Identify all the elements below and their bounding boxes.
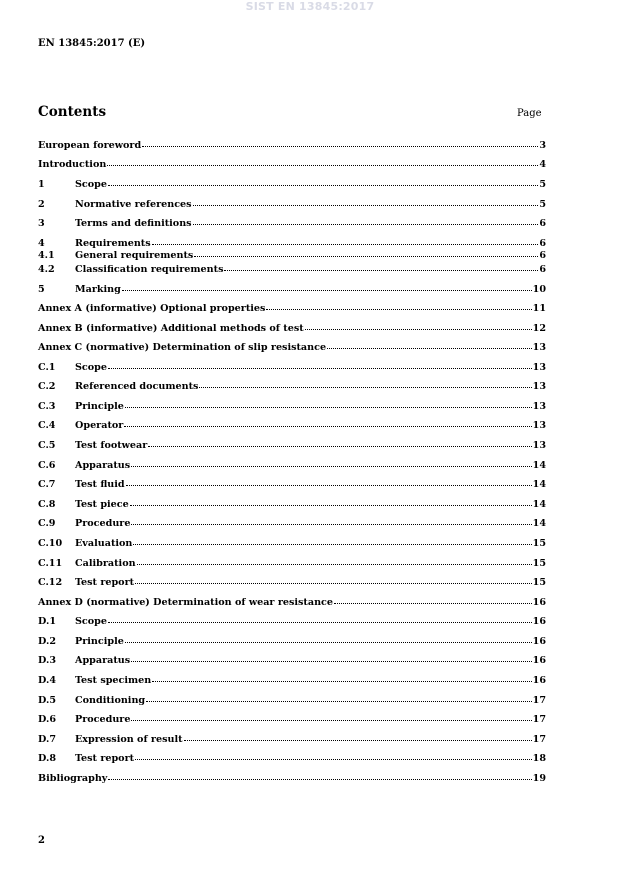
toc-dot-leader <box>122 282 532 291</box>
toc-entry[interactable] <box>38 419 546 432</box>
toc-entry-title: Test fluid <box>75 479 125 490</box>
toc-dot-leader <box>224 262 538 271</box>
toc-entry-page: 13 <box>532 440 546 451</box>
toc-entry[interactable] <box>38 713 546 726</box>
toc-entry-page: 17 <box>532 695 546 706</box>
toc-entry-number: 2 <box>38 199 45 210</box>
toc-entry-number: 4.2 <box>38 264 55 275</box>
page-number: 2 <box>38 835 45 846</box>
toc-entry[interactable] <box>38 596 546 609</box>
toc-entry-page: 14 <box>532 499 546 510</box>
toc-entry-page: 13 <box>532 401 546 412</box>
toc-entry-number: C.2 <box>38 381 56 392</box>
toc-entry-number: D.2 <box>38 636 56 647</box>
toc-dot-leader <box>131 516 531 525</box>
toc-dot-leader <box>107 157 538 166</box>
toc-entry-title: Annex A (informative) Optional properties <box>38 303 266 314</box>
toc-entry-title: Marking <box>75 284 121 295</box>
toc-entry-title: Procedure <box>75 714 131 725</box>
toc-entry-title: Normative references <box>75 199 192 210</box>
toc-dot-leader <box>152 236 539 245</box>
toc-entry-page: 6 <box>539 218 546 229</box>
toc-entry-page: 15 <box>532 538 546 549</box>
toc-entry-title: Referenced documents <box>75 381 199 392</box>
toc-entry-page: 3 <box>539 140 546 151</box>
toc-entry-title: Apparatus <box>75 460 131 471</box>
toc-entry-title: Scope <box>75 616 107 627</box>
toc-dot-leader <box>184 732 532 741</box>
toc-entry-page: 15 <box>532 577 546 588</box>
toc-dot-leader <box>193 197 539 206</box>
toc-entry[interactable] <box>38 302 546 315</box>
toc-entry[interactable] <box>38 557 546 570</box>
toc-entry[interactable] <box>38 322 546 335</box>
document-id: EN 13845:2017 (E) <box>38 38 146 49</box>
toc-dot-leader <box>108 177 538 186</box>
toc-entry-page: 4 <box>539 159 546 170</box>
toc-entry[interactable] <box>38 498 546 511</box>
toc-entry-title: Annex C (normative) Determination of slip resistance <box>38 342 327 353</box>
toc-dot-leader <box>125 634 532 643</box>
toc-entry-page: 13 <box>532 381 546 392</box>
toc-entry-title: Evaluation <box>75 538 133 549</box>
toc-entry-title: Apparatus <box>75 655 131 666</box>
toc-entry-number: C.5 <box>38 440 56 451</box>
toc-entry[interactable] <box>38 459 546 472</box>
toc-entry-number: D.5 <box>38 695 56 706</box>
toc-entry[interactable] <box>38 694 546 707</box>
toc-entry[interactable] <box>38 283 546 296</box>
toc-entry-number: C.11 <box>38 558 63 569</box>
toc-entry-page: 6 <box>539 238 546 249</box>
toc-entry-page: 12 <box>532 323 546 334</box>
toc-entry-page: 17 <box>532 734 546 745</box>
toc-entry-page: 15 <box>532 558 546 569</box>
toc-entry-title: Scope <box>75 362 107 373</box>
toc-entry[interactable] <box>38 439 546 452</box>
toc-entry-number: C.8 <box>38 499 56 510</box>
toc-entry[interactable] <box>38 635 546 648</box>
toc-dot-leader <box>131 712 531 721</box>
toc-dot-leader <box>133 536 531 545</box>
toc-dot-leader <box>193 216 539 225</box>
toc-entry-title: Expression of result <box>75 734 183 745</box>
toc-dot-leader <box>334 595 532 604</box>
toc-entry-page: 16 <box>532 597 546 608</box>
toc-dot-leader <box>108 360 532 369</box>
toc-entry-title: Terms and definitions <box>75 218 192 229</box>
toc-entry[interactable] <box>38 654 546 667</box>
toc-entry-number: 4.1 <box>38 250 55 261</box>
toc-entry-title: Operator <box>75 420 124 431</box>
toc-entry-number: C.6 <box>38 460 56 471</box>
toc-entry-title: Scope <box>75 179 107 190</box>
toc-entry[interactable] <box>38 178 546 191</box>
toc-entry-number: D.8 <box>38 753 56 764</box>
toc-entry-number: C.9 <box>38 518 56 529</box>
toc-entry-number: D.1 <box>38 616 56 627</box>
toc-entry-number: D.3 <box>38 655 56 666</box>
toc-dot-leader <box>199 379 531 388</box>
toc-entry-number: 4 <box>38 238 45 249</box>
toc-entry[interactable] <box>38 217 546 230</box>
toc-entry-page: 14 <box>532 518 546 529</box>
toc-entry-page: 13 <box>532 420 546 431</box>
toc-entry-title: Test footwear <box>75 440 148 451</box>
toc-entry-page: 14 <box>532 460 546 471</box>
toc-entry-page: 11 <box>532 303 546 314</box>
toc-entry-number: C.10 <box>38 538 63 549</box>
toc-entry-number: 5 <box>38 284 45 295</box>
toc-entry-page: 16 <box>532 636 546 647</box>
toc-dot-leader <box>124 418 531 427</box>
toc-entry-page: 10 <box>532 284 546 295</box>
toc-entry-title: Calibration <box>75 558 136 569</box>
toc-entry-page: 6 <box>539 264 546 275</box>
toc-entry[interactable] <box>38 380 546 393</box>
toc-dot-leader <box>142 138 538 147</box>
toc-entry-page: 18 <box>532 753 546 764</box>
toc-entry[interactable] <box>38 400 546 413</box>
toc-entry[interactable] <box>38 198 546 211</box>
toc-entry-number: C.3 <box>38 401 56 412</box>
toc-entry[interactable] <box>38 752 546 765</box>
toc-entry[interactable] <box>38 674 546 687</box>
toc-entry-title: Test specimen <box>75 675 152 686</box>
toc-entry-number: C.1 <box>38 362 56 373</box>
toc-dot-leader <box>108 771 531 780</box>
toc-dot-leader <box>131 653 531 662</box>
toc-entry-title: Test report <box>75 577 135 588</box>
toc-dot-leader <box>131 458 531 467</box>
toc-entry-title: General requirements <box>75 250 194 261</box>
toc-entry-page: 16 <box>532 655 546 666</box>
page-column-label: Page <box>517 108 542 119</box>
toc-entry-title: Conditioning <box>75 695 146 706</box>
toc-entry-number: D.6 <box>38 714 56 725</box>
toc-entry[interactable] <box>38 361 546 374</box>
toc-entry-title: Bibliography <box>38 773 108 784</box>
toc-entry[interactable] <box>38 158 546 171</box>
toc-entry-title: Introduction <box>38 159 107 170</box>
toc-entry-number: D.4 <box>38 675 56 686</box>
toc-entry-title: Annex B (informative) Additional methods of test <box>38 323 304 334</box>
watermark: SIST EN 13845:2017 <box>245 0 375 13</box>
toc-entry[interactable] <box>38 733 546 746</box>
toc-entry[interactable] <box>38 772 546 785</box>
toc-entry[interactable] <box>38 249 546 262</box>
contents-title: Contents <box>38 104 107 120</box>
toc-entry-page: 14 <box>532 479 546 490</box>
toc-dot-leader <box>327 340 532 349</box>
toc-entry[interactable] <box>38 263 546 276</box>
toc-entry[interactable] <box>38 478 546 491</box>
toc-entry[interactable] <box>38 341 546 354</box>
toc-entry-page: 13 <box>532 342 546 353</box>
toc-entry-page: 13 <box>532 362 546 373</box>
toc-entry-number: 3 <box>38 218 45 229</box>
toc-entry-title: Classification requirements <box>75 264 224 275</box>
toc-entry-title: Annex D (normative) Determination of wear resistance <box>38 597 333 608</box>
toc-entry-title: European foreword <box>38 140 142 151</box>
toc-entry-number: C.4 <box>38 420 56 431</box>
toc-dot-leader <box>152 673 531 682</box>
toc-entry-page: 5 <box>539 179 546 190</box>
toc-entry-title: Test piece <box>75 499 129 510</box>
toc-dot-leader <box>194 248 538 257</box>
toc-dot-leader <box>148 438 531 447</box>
toc-dot-leader <box>108 614 532 623</box>
toc-entry-title: Principle <box>75 636 124 647</box>
toc-entry[interactable] <box>38 615 546 628</box>
toc-entry-page: 17 <box>532 714 546 725</box>
toc-entry-page: 16 <box>532 675 546 686</box>
toc-entry[interactable] <box>38 517 546 530</box>
toc-entry[interactable] <box>38 576 546 589</box>
toc-dot-leader <box>135 575 532 584</box>
toc-entry-page: 16 <box>532 616 546 627</box>
toc-dot-leader <box>125 399 532 408</box>
toc-entry-number: 1 <box>38 179 45 190</box>
toc-entry-number: C.12 <box>38 577 63 588</box>
toc-dot-leader <box>137 556 532 565</box>
toc-entry-page: 6 <box>539 250 546 261</box>
toc-entry-number: D.7 <box>38 734 56 745</box>
toc-dot-leader <box>135 751 532 760</box>
toc-entry-title: Principle <box>75 401 124 412</box>
toc-dot-leader <box>130 497 532 506</box>
toc-entry-title: Procedure <box>75 518 131 529</box>
toc-entry-number: C.7 <box>38 479 56 490</box>
toc-entry-title: Test report <box>75 753 135 764</box>
toc-dot-leader <box>266 301 531 310</box>
toc-entry-title: Requirements <box>75 238 151 249</box>
toc-entry-page: 5 <box>539 199 546 210</box>
toc-dot-leader <box>146 693 532 702</box>
toc-dot-leader <box>305 321 532 330</box>
toc-dot-leader <box>126 477 532 486</box>
toc-entry-page: 19 <box>532 773 546 784</box>
toc-entry[interactable] <box>38 139 546 152</box>
toc-entry[interactable] <box>38 537 546 550</box>
